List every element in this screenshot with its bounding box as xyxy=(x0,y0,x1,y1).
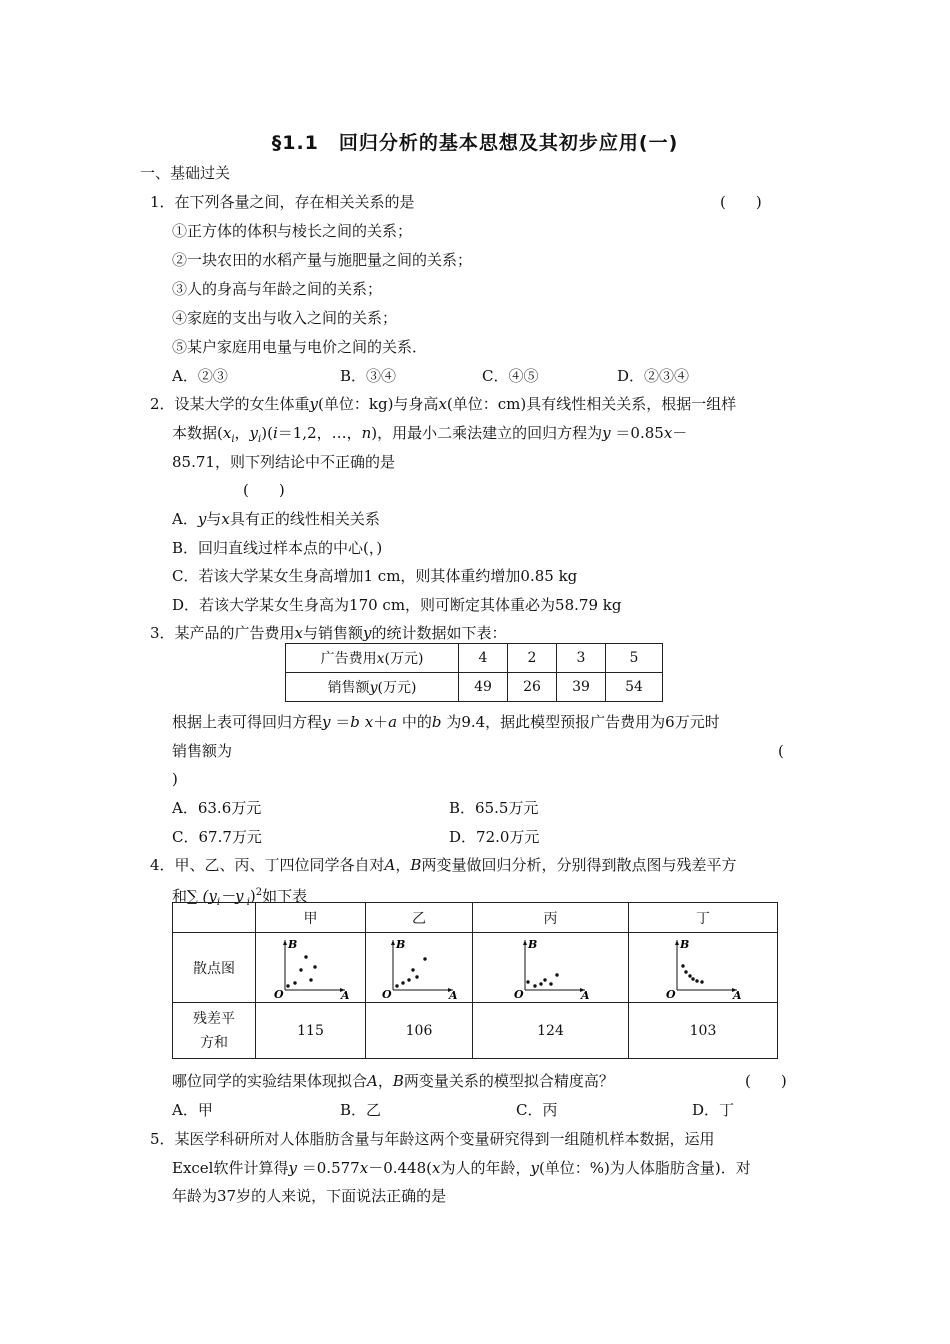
q1-item-3: ③人的身高与年龄之间的关系； xyxy=(172,280,383,298)
table-cell: 103 xyxy=(629,1003,778,1059)
q2-line-1: 2．设某大学的女生体重y(单位：kg)与身高x(单位：cm)具有线性相关关系，根据一组样 xyxy=(150,395,737,413)
q1-item-2: ②一块农田的水稻产量与施肥量之间的关系； xyxy=(172,251,473,269)
q1-stem: 1．在下列各量之间，存在相关关系的是 xyxy=(150,193,415,211)
q4-ask: 哪位同学的实验结果体现拟合A，B两变量关系的模型拟合精度高？ xyxy=(172,1072,614,1090)
scatter-plot-jia xyxy=(271,936,351,1000)
table-cell: 49 xyxy=(459,673,508,702)
scatter-plot-bing xyxy=(511,936,591,1000)
svg-text:O: O xyxy=(273,987,284,1000)
q4-line-1: 4．甲、乙、丙、丁四位同学各自对A，B两变量做回归分析，分别得到散点图与残差平方 xyxy=(150,856,737,874)
q1-option-c: C．④⑤ xyxy=(482,367,539,385)
q4-line-2: 和∑ ($y_i-y$ $_i$)$^2$如下表 xyxy=(172,887,308,908)
table-row xyxy=(286,673,663,702)
q1-option-a: A．②③ xyxy=(172,367,228,385)
scatter-cell xyxy=(256,933,366,1003)
q1-option-b: B．③④ xyxy=(340,367,397,385)
q4-row-scatter-label: 散点图 xyxy=(173,933,256,1003)
q4-answer-paren: ( ) xyxy=(745,1072,787,1090)
q1-answer-paren: ( ) xyxy=(720,193,762,211)
svg-text:B: B xyxy=(527,937,537,951)
q2-option-d: D．若该大学某女生身高为170 cm，则可断定其体重必为58.79 kg xyxy=(172,596,622,614)
table-row xyxy=(286,644,663,673)
table-cell: 3 xyxy=(557,644,606,673)
q5-line-2: Excel软件计算得y ＝0.577x－0.448(x为人的年龄，y(单位：%)为人体脂肪含量)．对 xyxy=(172,1159,751,1177)
svg-text:O: O xyxy=(666,987,676,1000)
q5-line-1: 5．某医学科研所对人体脂肪含量与年龄这两个变量研究得到一组随机样本数据，运用 xyxy=(150,1130,715,1148)
table-cell: 2 xyxy=(508,644,557,673)
table-cell: 39 xyxy=(557,673,606,702)
table-row xyxy=(173,933,778,1003)
table-cell: 26 xyxy=(508,673,557,702)
scatter-cell xyxy=(366,933,473,1003)
svg-text:A: A xyxy=(580,988,590,1000)
table-cell: 106 xyxy=(366,1003,473,1059)
q2-option-a: A．y与x具有正的线性相关关系 xyxy=(172,510,380,528)
q4-option-d: D．丁 xyxy=(692,1101,735,1119)
table-cell xyxy=(173,903,256,933)
table-cell: 124 xyxy=(473,1003,629,1059)
q2-option-c: C．若该大学某女生身高增加1 cm，则其体重约增加0.85 kg xyxy=(172,567,578,585)
q3-option-a: A．63.6万元 xyxy=(172,799,262,817)
q3-row2-label: 销售额y(万元) xyxy=(286,673,459,702)
q3-option-b: B．65.5万元 xyxy=(449,799,539,817)
q5-line-3: 年龄为37岁的人来说，下面说法正确的是 xyxy=(172,1187,447,1205)
q4-option-c: C．丙 xyxy=(516,1101,558,1119)
q3-option-c: C．67.7万元 xyxy=(172,828,262,846)
q2-option-b: B．回归直线过样本点的中心(，) xyxy=(172,539,383,557)
q4-header-yi: 乙 xyxy=(366,903,473,933)
svg-text:A: A xyxy=(733,988,742,1000)
q4-data-table xyxy=(172,902,778,1059)
q4-row-resid-label: 残差平 方和 xyxy=(173,1003,256,1059)
q3-stem: 3．某产品的广告费用x与销售额y的统计数据如下表： xyxy=(150,624,507,642)
table-cell: 5 xyxy=(606,644,663,673)
q3-option-d: D．72.0万元 xyxy=(449,828,540,846)
q2-line-3: 85.71，则下列结论中不正确的是 xyxy=(172,453,395,471)
table-row xyxy=(173,1003,778,1059)
q4-header-jia: 甲 xyxy=(256,903,366,933)
scatter-cell xyxy=(473,933,629,1003)
scatter-plot-yi xyxy=(379,936,459,1000)
svg-text:B: B xyxy=(680,937,690,951)
q4-option-a: A．甲 xyxy=(172,1101,213,1119)
q3-line-1: 根据上表可得回归方程y ＝b x＋a 中的b 为9.4，据此模型预报广告费用为6万元时 xyxy=(172,713,720,731)
q3-line-2: 销售额为 xyxy=(172,742,233,760)
svg-text:A: A xyxy=(340,988,350,1000)
q3-paren-open: ( xyxy=(778,742,784,760)
table-cell: 4 xyxy=(459,644,508,673)
svg-text:O: O xyxy=(382,987,392,1000)
q1-item-4: ④家庭的支出与收入之间的关系； xyxy=(172,309,398,327)
q2-answer-paren: ( ) xyxy=(243,481,285,499)
table-cell: 54 xyxy=(606,673,663,702)
q3-row1-label: 广告费用x(万元) xyxy=(286,644,459,673)
scatter-plot-ding xyxy=(663,936,743,1000)
svg-text:B: B xyxy=(287,937,297,951)
page-title: §1.1 回归分析的基本思想及其初步应用(一) xyxy=(271,132,679,154)
q2-line-2: 本数据($x_i$，$y_i)(i=1,2$，…，n)，用最小二乘法建立的回归方程为y ＝0.85x－ xyxy=(172,424,688,445)
q4-header-ding: 丁 xyxy=(629,903,778,933)
q3-paren-close: ) xyxy=(172,770,178,788)
q4-option-b: B．乙 xyxy=(340,1101,382,1119)
table-cell: 115 xyxy=(256,1003,366,1059)
q3-data-table xyxy=(285,643,663,702)
svg-text:O: O xyxy=(513,987,524,1000)
q4-header-bing: 丙 xyxy=(473,903,629,933)
q1-option-d: D．②③④ xyxy=(617,367,690,385)
q1-item-5: ⑤某户家庭用电量与电价之间的关系． xyxy=(172,338,428,356)
svg-text:B: B xyxy=(396,937,406,951)
q1-item-1: ①正方体的体积与棱长之间的关系； xyxy=(172,222,413,240)
section-heading: 一、基础过关 xyxy=(140,164,231,182)
scatter-cell xyxy=(629,933,778,1003)
table-row xyxy=(173,903,778,933)
svg-text:A: A xyxy=(449,988,458,1000)
